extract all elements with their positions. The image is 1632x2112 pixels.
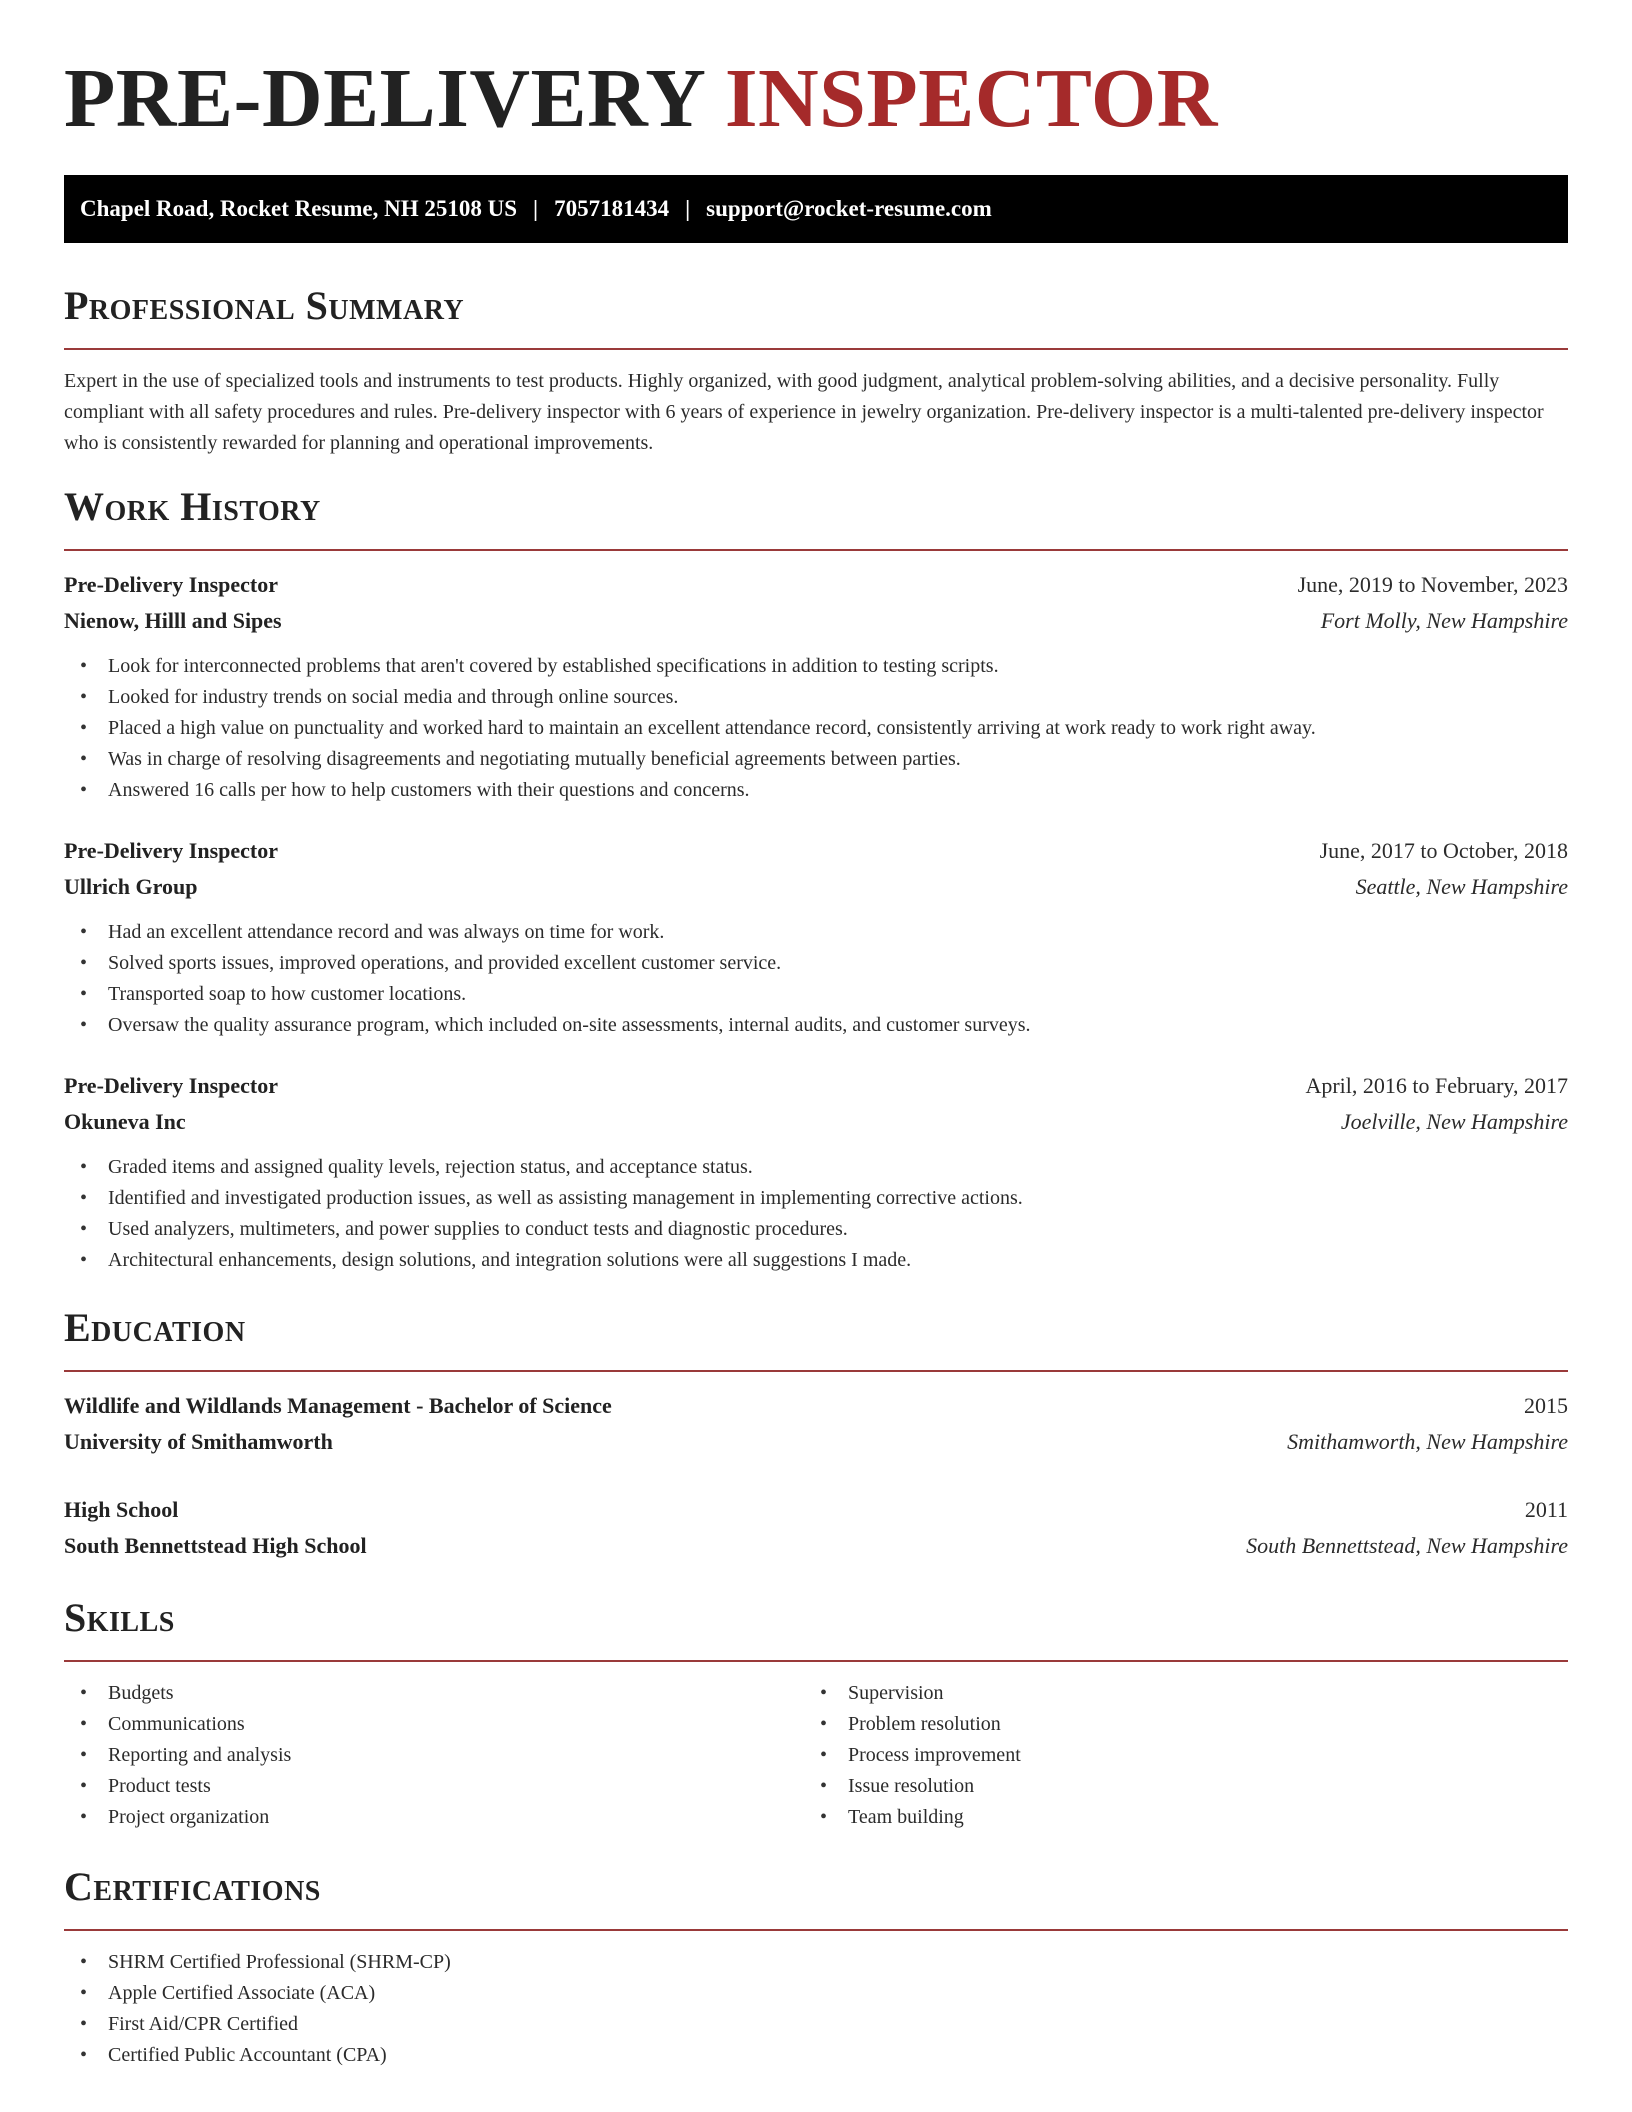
job-bullet: • Identified and investigated production issues, as well as assisting management in implementing corrective actions.: [64, 1183, 1568, 1214]
job-location: Joelville, New Hampshire: [1340, 1109, 1568, 1134]
summary-section: [64, 282, 1568, 459]
work-history-section: [64, 483, 1568, 1276]
education-year: 2011: [1524, 1497, 1568, 1522]
job-location: Fort Molly, New Hampshire: [1320, 608, 1568, 633]
job-location: Seattle, New Hampshire: [1355, 874, 1568, 899]
skill-item: • Process improvement: [804, 1740, 1544, 1771]
job-bullet: • Answered 16 calls per how to help customers with their questions and concerns.: [64, 775, 1568, 806]
education-entry: [64, 1492, 1568, 1564]
contact-address: Chapel Road, Rocket Resume, NH 25108 US: [80, 196, 517, 221]
skills-columns: [64, 1678, 1568, 1833]
skill-item: • Problem resolution: [804, 1709, 1544, 1740]
skills-list: [64, 1678, 804, 1833]
section-divider: [64, 1370, 1568, 1372]
skill-item: • Supervision: [804, 1678, 1544, 1709]
job-bullet: • Used analyzers, multimeters, and power supplies to conduct tests and diagnostic procedures.: [64, 1214, 1568, 1245]
work-history-heading: Work History: [64, 484, 321, 529]
certification-item: • First Aid/CPR Certified: [64, 2009, 1568, 2040]
skill-item: • Team building: [804, 1802, 1544, 1833]
section-divider: [64, 1660, 1568, 1662]
job-entry: [64, 567, 1568, 806]
contact-email: support@rocket-resume.com: [706, 196, 992, 221]
contact-phone: 7057181434: [554, 196, 670, 221]
job-title: Pre-Delivery Inspector: [64, 572, 279, 597]
job-bullets: [64, 651, 1568, 806]
job-company: Nienow, Hilll and Sipes: [64, 608, 282, 633]
certifications-list: [64, 1947, 1568, 2071]
education-location: South Bennettstead, New Hampshire: [1246, 1533, 1568, 1558]
job-bullet: • Oversaw the quality assurance program, which included on-site assessments, internal audits, and customer surveys.: [64, 1010, 1568, 1041]
skill-item: • Issue resolution: [804, 1771, 1544, 1802]
skills-column-right: [804, 1678, 1544, 1833]
job-bullet: • Solved sports issues, improved operations, and provided excellent customer service.: [64, 948, 1568, 979]
resume-name: [64, 0, 1568, 145]
job-bullet: • Graded items and assigned quality levels, rejection status, and acceptance status.: [64, 1152, 1568, 1183]
education-degree: High School: [64, 1497, 179, 1522]
job-bullet: • Architectural enhancements, design solutions, and integration solutions were all suggestions I made.: [64, 1245, 1568, 1276]
summary-text: Expert in the use of specialized tools and instruments to test products. Highly organized, with good judgment, analytical problem-solving abilities, and a decisive personality. Fully compliant with all safety procedures and rules. Pre-delivery inspector with 6 years of experience in jewelry organization. Pre-delivery inspector is a multi-talented pre-delivery inspector who is consistently rewarded for planning and operational improvements.: [64, 370, 1544, 454]
job-entry: [64, 1068, 1568, 1276]
job-bullet: • Transported soap to how customer locations.: [64, 979, 1568, 1010]
section-divider: [64, 1929, 1568, 1931]
skill-item: • Reporting and analysis: [64, 1740, 804, 1771]
job-title: Pre-Delivery Inspector: [64, 1073, 279, 1098]
job-title: Pre-Delivery Inspector: [64, 838, 279, 863]
job-bullet: • Looked for industry trends on social media and through online sources.: [64, 682, 1568, 713]
job-entry: [64, 833, 1568, 1041]
section-divider: [64, 549, 1568, 551]
job-bullets: [64, 1152, 1568, 1276]
certification-item: • SHRM Certified Professional (SHRM-CP): [64, 1947, 1568, 1978]
skills-list: [804, 1678, 1544, 1833]
section-divider: [64, 348, 1568, 350]
contact-separator: |: [685, 196, 691, 221]
education-entry: [64, 1388, 1568, 1460]
summary-heading: Professional Summary: [64, 283, 465, 328]
job-company: Okuneva Inc: [64, 1109, 186, 1134]
skills-section: [64, 1594, 1568, 1833]
education-school: University of Smithamworth: [64, 1429, 333, 1454]
education-heading: Education: [64, 1305, 246, 1350]
education-location: Smithamworth, New Hampshire: [1287, 1429, 1568, 1454]
job-bullet: • Was in charge of resolving disagreements and negotiating mutually beneficial agreements between parties.: [64, 744, 1568, 775]
job-dates: April, 2016 to February, 2017: [1305, 1073, 1568, 1098]
skills-heading: Skills: [64, 1595, 175, 1640]
job-bullet: • Look for interconnected problems that aren't covered by established specifications in addition to testing scripts.: [64, 651, 1568, 682]
certification-item: • Certified Public Accountant (CPA): [64, 2040, 1568, 2071]
education-section: [64, 1304, 1568, 1564]
job-bullet: • Placed a high value on punctuality and worked hard to maintain an excellent attendance record, consistently arriving at work ready to work right away.: [64, 713, 1568, 744]
education-school: South Bennettstead High School: [64, 1533, 367, 1558]
certifications-section: [64, 1863, 1568, 2071]
skills-column-left: [64, 1678, 804, 1833]
certifications-heading: Certifications: [64, 1864, 321, 1909]
skill-item: • Project organization: [64, 1802, 804, 1833]
skill-item: • Product tests: [64, 1771, 804, 1802]
certification-item: • Apple Certified Associate (ACA): [64, 1978, 1568, 2009]
contact-separator: |: [533, 196, 539, 221]
name-primary: PRE-DELIVERY: [64, 52, 704, 145]
education-year: 2015: [1524, 1393, 1568, 1418]
name-accent: INSPECTOR: [724, 52, 1218, 145]
job-company: Ullrich Group: [64, 874, 198, 899]
job-bullet: • Had an excellent attendance record and was always on time for work.: [64, 917, 1568, 948]
contact-bar: [64, 175, 1568, 243]
skill-item: • Communications: [64, 1709, 804, 1740]
education-degree: Wildlife and Wildlands Management - Bachelor of Science: [64, 1393, 612, 1418]
skill-item: • Budgets: [64, 1678, 804, 1709]
job-bullets: [64, 917, 1568, 1041]
job-dates: June, 2017 to October, 2018: [1319, 838, 1568, 863]
job-dates: June, 2019 to November, 2023: [1297, 572, 1568, 597]
